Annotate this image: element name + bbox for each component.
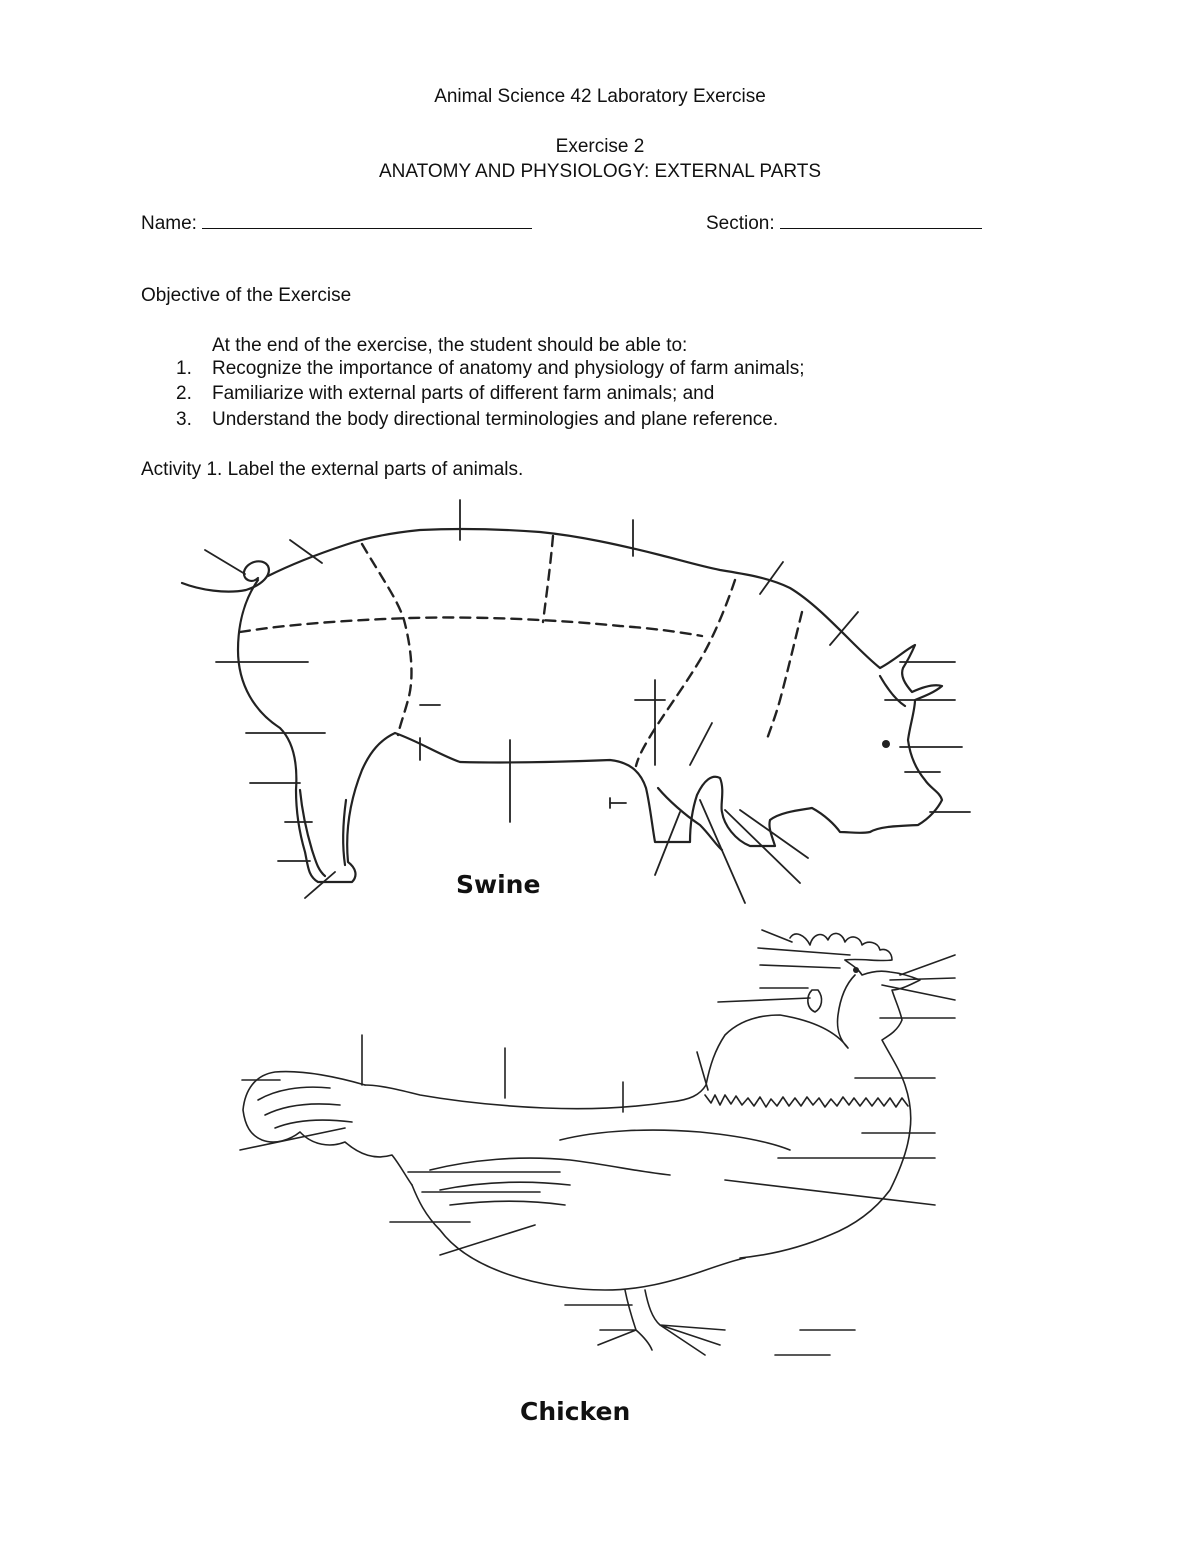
swine-tail [182,561,269,591]
chicken-caption: Chicken [520,1397,631,1426]
chicken-belly [412,1185,745,1290]
swine-outline [238,529,942,882]
section-field [706,210,982,235]
swine-hind-leg-inner [300,790,325,876]
section-blank[interactable] [780,210,982,229]
chicken-legs [598,1290,725,1355]
chicken-hackle [705,1095,908,1107]
objective-item-number: 1. [176,358,192,379]
swine-dashed-line [362,544,411,735]
section-label: Section: [706,213,775,234]
chicken-wing-bow [560,1130,790,1150]
objective-item-text: Recognize the importance of anatomy and physiology of farm animals; [212,358,805,379]
chicken-wing [430,1158,670,1205]
swine-fore-leg-inner [658,788,722,850]
swine-caption: Swine [456,870,541,899]
name-blank[interactable] [202,210,532,229]
name-field [141,210,532,235]
objective-item-number: 3. [176,409,192,430]
chicken-back-of-neck [706,975,855,1085]
exercise-title: ANATOMY AND PHYSIOLOGY: EXTERNAL PARTS [378,161,822,182]
chicken-tail-feathers [258,1087,352,1128]
swine-dashed-line [543,536,553,622]
name-label: Name: [141,213,197,234]
objective-item-text: Understand the body directional terminologies and plane reference. [212,409,779,430]
exercise-number: Exercise 2 [555,136,645,157]
swine-dashed-line [240,617,702,636]
objective-intro: At the end of the exercise, the student should be able to: [212,335,688,356]
chicken-back [365,1085,706,1109]
objective-item [176,409,778,431]
swine-ear [880,676,905,706]
course-title: Animal Science 42 Laboratory Exercise [434,86,766,107]
objective-item [176,383,714,405]
swine-eye [882,740,890,748]
swine-dashed-line [636,580,735,766]
objective-heading: Objective of the Exercise [141,285,352,306]
objective-item-number: 2. [176,383,192,404]
objective-item-text: Familiarize with external parts of different farm animals; and [212,383,715,404]
chicken-wattle [808,990,822,1012]
chicken-head-neck [740,960,920,1258]
chicken-eye [853,967,859,973]
objective-item [176,358,804,380]
chicken-comb [790,933,892,960]
swine-dashed-line [766,612,802,742]
activity-label: Activity 1. Label the external parts of animals. [141,459,524,480]
swine-hind-leg-inner [343,800,346,865]
chicken-tail [243,1072,412,1185]
